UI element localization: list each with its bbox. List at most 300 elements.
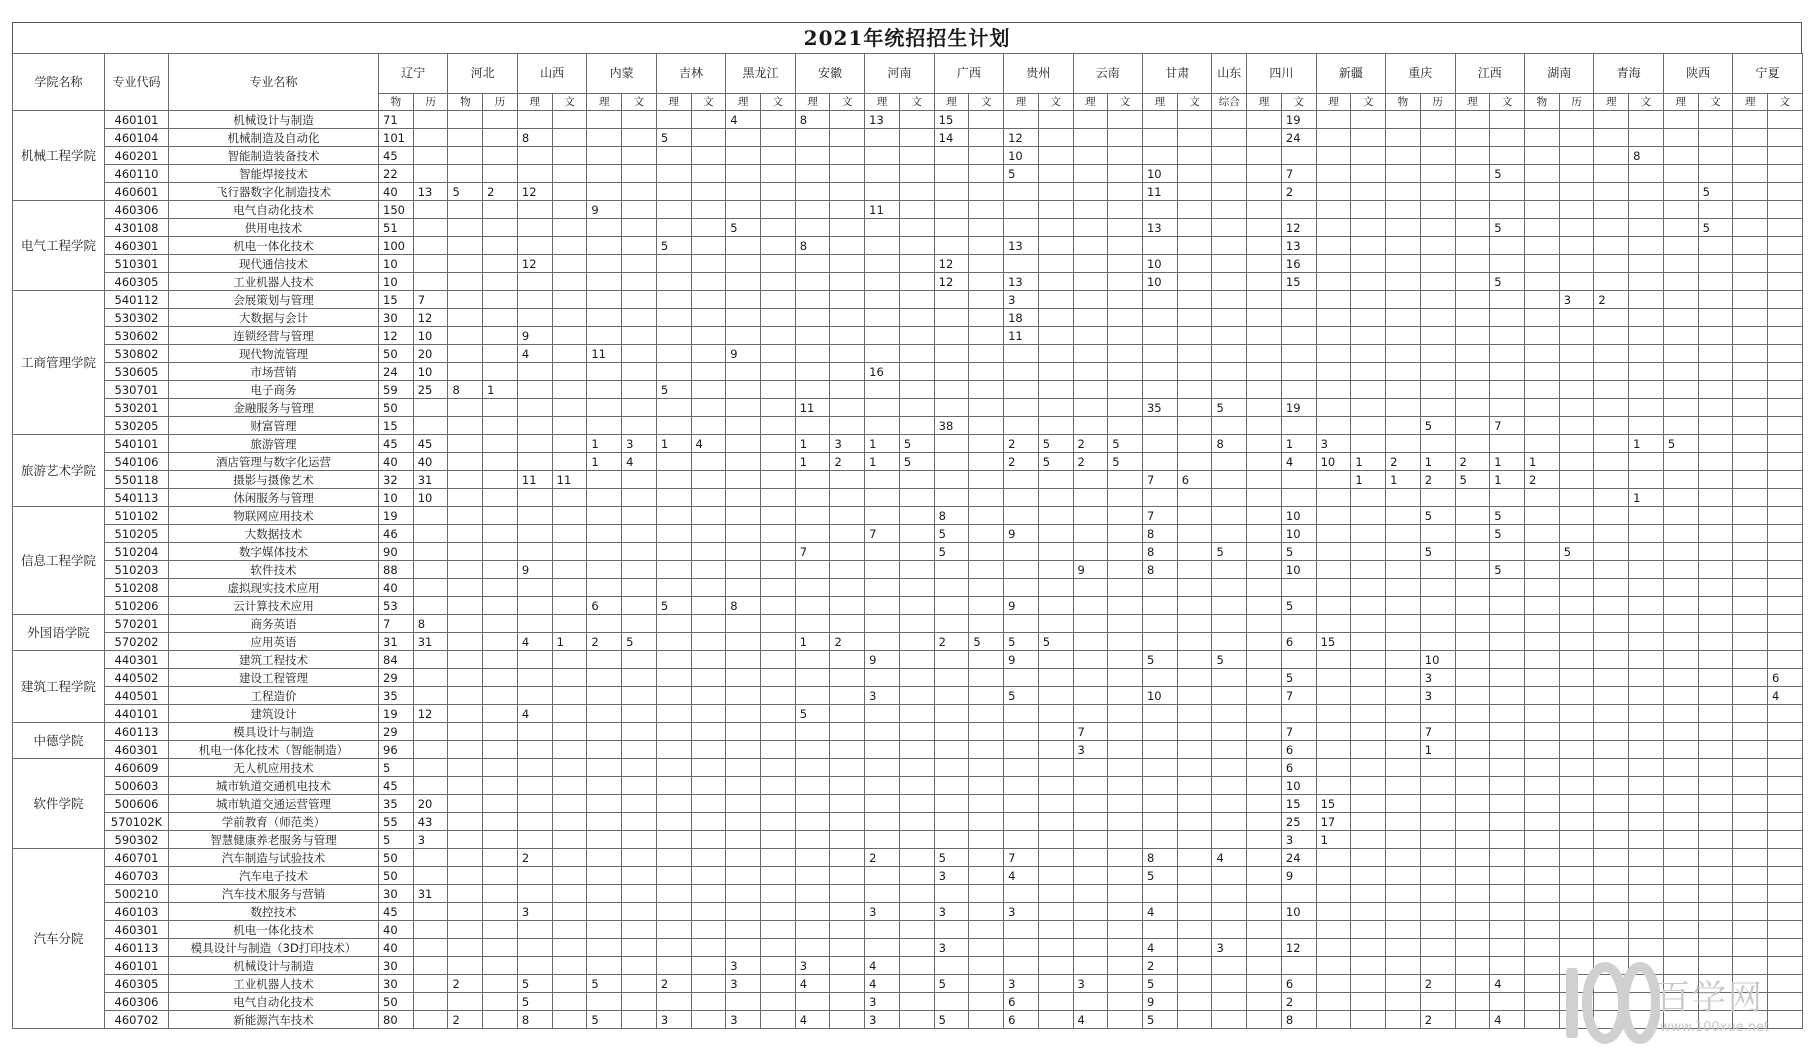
quota-cell [1663, 903, 1698, 921]
quota-cell [1455, 669, 1490, 687]
quota-cell [691, 849, 726, 867]
quota-cell: 9 [1004, 525, 1039, 543]
quota-cell: 1 [1629, 435, 1664, 453]
table-row [13, 993, 1803, 1011]
quota-cell [1698, 471, 1733, 489]
quota-cell [969, 255, 1004, 273]
quota-cell: 11 [517, 471, 552, 489]
quota-cell [1455, 147, 1490, 165]
major-code: 460703 [105, 867, 169, 885]
quota-cell [1281, 957, 1316, 975]
quota-cell: 1 [1351, 471, 1386, 489]
quota-cell [1490, 543, 1525, 561]
quota-cell: 5 [587, 975, 622, 993]
admission-plan-table [12, 53, 1803, 1029]
quota-cell: 2 [830, 453, 865, 471]
quota-cell [517, 363, 552, 381]
quota-cell: 4 [622, 453, 657, 471]
quota-cell [1038, 201, 1073, 219]
quota-cell [795, 345, 830, 363]
quota-cell: 4 [726, 111, 761, 129]
major-name: 机电一体化技术 [169, 237, 379, 255]
quota-cell: 8 [795, 111, 830, 129]
quota-cell [1698, 705, 1733, 723]
quota-cell: 5 [1490, 219, 1525, 237]
quota-cell [552, 921, 587, 939]
quota-cell [865, 561, 900, 579]
quota-cell [1177, 759, 1212, 777]
quota-cell [552, 399, 587, 417]
quota-cell [1698, 201, 1733, 219]
quota-cell: 3 [1073, 975, 1108, 993]
quota-cell [448, 759, 483, 777]
quota-cell: 3 [1420, 669, 1455, 687]
quota-cell [1698, 723, 1733, 741]
quota-cell [1768, 507, 1803, 525]
quota-cell [1768, 939, 1803, 957]
quota-cell [795, 795, 830, 813]
quota-cell [1663, 453, 1698, 471]
quota-cell [969, 687, 1004, 705]
quota-cell [1698, 813, 1733, 831]
quota-cell [830, 111, 865, 129]
quota-cell [1142, 345, 1177, 363]
quota-cell [1455, 345, 1490, 363]
quota-cell [865, 831, 900, 849]
quota-cell [1177, 129, 1212, 147]
quota-cell: 1 [1420, 741, 1455, 759]
quota-cell [1768, 849, 1803, 867]
major-name: 虚拟现实技术应用 [169, 579, 379, 597]
quota-cell [517, 795, 552, 813]
quota-cell [969, 885, 1004, 903]
quota-cell [1733, 543, 1768, 561]
quota-cell [691, 201, 726, 219]
quota-cell [969, 489, 1004, 507]
quota-cell: 25 [1281, 813, 1316, 831]
quota-cell [1768, 525, 1803, 543]
major-code: 460702 [105, 1011, 169, 1029]
quota-cell [1038, 381, 1073, 399]
quota-cell: 2 [865, 849, 900, 867]
quota-cell [865, 759, 900, 777]
quota-cell [413, 849, 448, 867]
quota-cell [1004, 363, 1039, 381]
quota-cell [1490, 867, 1525, 885]
quota-cell [1629, 795, 1664, 813]
quota-cell [1004, 201, 1039, 219]
quota-cell [1524, 903, 1559, 921]
quota-cell [1524, 507, 1559, 525]
quota-cell [795, 219, 830, 237]
quota-cell [899, 1011, 934, 1029]
quota-cell [1177, 381, 1212, 399]
quota-cell: 3 [1212, 939, 1247, 957]
quota-cell [1073, 183, 1108, 201]
quota-cell [448, 813, 483, 831]
quota-cell [969, 417, 1004, 435]
quota-cell [656, 957, 691, 975]
quota-cell [899, 327, 934, 345]
quota-cell [552, 597, 587, 615]
quota-cell [622, 615, 657, 633]
quota-cell [934, 705, 969, 723]
quota-cell [726, 561, 761, 579]
quota-cell: 6 [1768, 669, 1803, 687]
quota-cell [1177, 453, 1212, 471]
quota-cell [795, 291, 830, 309]
quota-cell [1038, 1011, 1073, 1029]
quota-cell: 31 [413, 471, 448, 489]
header-subject: 历 [1559, 94, 1594, 111]
quota-cell [1490, 129, 1525, 147]
quota-cell: 5 [656, 129, 691, 147]
quota-cell: 8 [934, 507, 969, 525]
quota-cell [622, 687, 657, 705]
quota-cell [1316, 723, 1351, 741]
quota-cell [483, 975, 518, 993]
quota-cell [622, 129, 657, 147]
quota-cell [1733, 687, 1768, 705]
quota-cell [1177, 507, 1212, 525]
quota-cell: 8 [726, 597, 761, 615]
quota-cell [691, 219, 726, 237]
quota-cell [1073, 507, 1108, 525]
quota-cell [552, 381, 587, 399]
quota-cell [899, 903, 934, 921]
quota-cell [1004, 777, 1039, 795]
major-name: 金融服务与管理 [169, 399, 379, 417]
quota-cell [517, 885, 552, 903]
header-subject: 文 [1281, 94, 1316, 111]
quota-cell [1559, 741, 1594, 759]
quota-cell [483, 849, 518, 867]
quota-cell [587, 129, 622, 147]
quota-cell: 5 [656, 381, 691, 399]
quota-cell [1559, 669, 1594, 687]
major-code: 510203 [105, 561, 169, 579]
quota-cell [691, 471, 726, 489]
quota-cell [1316, 363, 1351, 381]
table-row [13, 975, 1803, 993]
quota-cell [1420, 291, 1455, 309]
quota-cell [1142, 309, 1177, 327]
quota-cell [1768, 813, 1803, 831]
quota-cell [1386, 381, 1421, 399]
quota-cell [1247, 723, 1282, 741]
quota-cell [552, 867, 587, 885]
major-name: 机械设计与制造 [169, 957, 379, 975]
quota-cell [1108, 633, 1143, 651]
quota-cell [899, 723, 934, 741]
quota-cell: 1 [1524, 453, 1559, 471]
quota-cell [1455, 885, 1490, 903]
quota-cell: 17 [1316, 813, 1351, 831]
quota-cell [899, 885, 934, 903]
quota-cell [691, 669, 726, 687]
table-row [13, 129, 1803, 147]
quota-cell [483, 345, 518, 363]
quota-cell [1177, 363, 1212, 381]
quota-cell [483, 903, 518, 921]
quota-cell [899, 795, 934, 813]
quota-cell [830, 813, 865, 831]
quota-cell [1663, 795, 1698, 813]
quota-cell [1281, 201, 1316, 219]
quota-cell [830, 687, 865, 705]
quota-cell [1212, 597, 1247, 615]
quota-cell [483, 813, 518, 831]
quota-cell [448, 471, 483, 489]
quota-cell [656, 723, 691, 741]
quota-cell [1768, 255, 1803, 273]
quota-cell [795, 417, 830, 435]
quota-cell: 10 [379, 273, 414, 291]
quota-cell [622, 363, 657, 381]
quota-cell [934, 795, 969, 813]
quota-cell [1108, 489, 1143, 507]
quota-cell [1073, 903, 1108, 921]
quota-cell [795, 129, 830, 147]
college-name: 中德学院 [13, 723, 105, 759]
header-subject: 文 [1490, 94, 1525, 111]
quota-cell [1629, 111, 1664, 129]
quota-cell [1386, 273, 1421, 291]
quota-cell [622, 759, 657, 777]
quota-cell [1316, 903, 1351, 921]
quota-cell [1142, 921, 1177, 939]
quota-cell: 12 [1004, 129, 1039, 147]
quota-cell: 50 [379, 867, 414, 885]
quota-cell: 9 [587, 201, 622, 219]
quota-cell [1073, 291, 1108, 309]
quota-cell [1108, 129, 1143, 147]
quota-cell [1733, 813, 1768, 831]
quota-cell [795, 759, 830, 777]
quota-cell [1455, 489, 1490, 507]
quota-cell: 8 [1629, 147, 1664, 165]
major-name: 机械设计与制造 [169, 111, 379, 129]
header-subject: 理 [587, 94, 622, 111]
major-name: 大数据技术 [169, 525, 379, 543]
quota-cell [969, 129, 1004, 147]
quota-cell: 5 [934, 975, 969, 993]
quota-cell: 7 [795, 543, 830, 561]
quota-cell [1663, 543, 1698, 561]
quota-cell: 3 [865, 687, 900, 705]
quota-cell [1559, 399, 1594, 417]
quota-cell [1594, 399, 1629, 417]
quota-cell [691, 615, 726, 633]
header-province: 辽宁 [379, 54, 448, 94]
quota-cell [865, 885, 900, 903]
quota-cell: 3 [622, 435, 657, 453]
major-code: 460113 [105, 939, 169, 957]
quota-cell [1559, 831, 1594, 849]
quota-cell [1524, 705, 1559, 723]
quota-cell [969, 435, 1004, 453]
quota-cell [552, 111, 587, 129]
quota-cell: 43 [413, 813, 448, 831]
quota-cell [1768, 597, 1803, 615]
quota-cell [1247, 363, 1282, 381]
quota-cell [795, 273, 830, 291]
quota-cell [1108, 939, 1143, 957]
quota-cell [1698, 255, 1733, 273]
quota-cell [448, 345, 483, 363]
quota-cell [1004, 813, 1039, 831]
quota-cell [1594, 147, 1629, 165]
quota-cell [1768, 723, 1803, 741]
quota-cell [1768, 147, 1803, 165]
quota-cell [1733, 219, 1768, 237]
quota-cell: 15 [1281, 273, 1316, 291]
quota-cell [622, 831, 657, 849]
quota-cell [1247, 129, 1282, 147]
quota-cell [1768, 381, 1803, 399]
quota-cell [760, 147, 795, 165]
major-name: 电气自动化技术 [169, 201, 379, 219]
major-code: 500606 [105, 795, 169, 813]
quota-cell [1524, 255, 1559, 273]
quota-cell [865, 345, 900, 363]
quota-cell [1351, 615, 1386, 633]
quota-cell [587, 165, 622, 183]
major-code: 460101 [105, 957, 169, 975]
quota-cell [1351, 795, 1386, 813]
quota-cell [1212, 579, 1247, 597]
quota-cell [1073, 147, 1108, 165]
quota-cell [1663, 867, 1698, 885]
quota-cell: 8 [795, 237, 830, 255]
quota-cell: 9 [1004, 651, 1039, 669]
quota-cell [656, 579, 691, 597]
quota-cell [1316, 867, 1351, 885]
quota-cell: 12 [934, 273, 969, 291]
quota-cell [1420, 165, 1455, 183]
quota-cell [517, 957, 552, 975]
quota-cell: 1 [1490, 453, 1525, 471]
quota-cell [1594, 831, 1629, 849]
major-name: 机电一体化技术 [169, 921, 379, 939]
quota-cell [1351, 993, 1386, 1011]
quota-cell [1663, 579, 1698, 597]
quota-cell: 31 [413, 633, 448, 651]
quota-cell [483, 1011, 518, 1029]
quota-cell [899, 579, 934, 597]
quota-cell [552, 687, 587, 705]
quota-cell [795, 201, 830, 219]
table-row [13, 327, 1803, 345]
quota-cell [587, 939, 622, 957]
quota-cell [691, 813, 726, 831]
quota-cell [1490, 615, 1525, 633]
quota-cell [1038, 111, 1073, 129]
quota-cell [1490, 183, 1525, 201]
quota-cell [622, 777, 657, 795]
quota-cell [1316, 165, 1351, 183]
major-name: 智慧健康养老服务与管理 [169, 831, 379, 849]
table-row [13, 885, 1803, 903]
quota-cell [760, 777, 795, 795]
quota-cell [1386, 777, 1421, 795]
quota-cell [1420, 777, 1455, 795]
quota-cell [934, 759, 969, 777]
quota-cell [1386, 867, 1421, 885]
quota-cell [1386, 111, 1421, 129]
quota-cell [1212, 291, 1247, 309]
header-province: 新疆 [1316, 54, 1385, 94]
quota-cell [413, 579, 448, 597]
quota-cell [1594, 687, 1629, 705]
quota-cell [1351, 273, 1386, 291]
quota-cell [1316, 579, 1351, 597]
quota-cell [1420, 237, 1455, 255]
quota-cell [483, 723, 518, 741]
quota-cell [448, 939, 483, 957]
quota-cell [691, 345, 726, 363]
major-name: 软件技术 [169, 561, 379, 579]
header-subject: 文 [1108, 94, 1143, 111]
quota-cell [1386, 507, 1421, 525]
quota-cell [483, 399, 518, 417]
quota-cell [622, 381, 657, 399]
quota-cell [1663, 669, 1698, 687]
quota-cell [969, 777, 1004, 795]
quota-cell [1386, 399, 1421, 417]
table-row [13, 651, 1803, 669]
quota-cell [448, 921, 483, 939]
quota-cell: 51 [379, 219, 414, 237]
header-subject: 文 [1698, 94, 1733, 111]
quota-cell [1768, 453, 1803, 471]
quota-cell [760, 795, 795, 813]
quota-cell: 30 [379, 309, 414, 327]
table-row [13, 723, 1803, 741]
quota-cell [691, 993, 726, 1011]
quota-cell [1351, 417, 1386, 435]
quota-cell [587, 723, 622, 741]
quota-cell [1247, 885, 1282, 903]
quota-cell [1247, 813, 1282, 831]
quota-cell: 1 [1386, 471, 1421, 489]
quota-cell [1316, 147, 1351, 165]
quota-cell [1108, 111, 1143, 129]
quota-cell: 5 [726, 219, 761, 237]
quota-cell [413, 561, 448, 579]
quota-cell [691, 939, 726, 957]
quota-cell [1386, 291, 1421, 309]
quota-cell [1004, 489, 1039, 507]
quota-cell [1455, 795, 1490, 813]
quota-cell [1351, 219, 1386, 237]
quota-cell [1663, 111, 1698, 129]
quota-cell [1559, 921, 1594, 939]
quota-cell: 1 [1281, 435, 1316, 453]
quota-cell: 6 [1004, 1011, 1039, 1029]
quota-cell [1629, 417, 1664, 435]
quota-cell [934, 813, 969, 831]
quota-cell [1004, 543, 1039, 561]
quota-cell: 2 [830, 633, 865, 651]
quota-cell [587, 705, 622, 723]
quota-cell [1073, 597, 1108, 615]
quota-cell [830, 219, 865, 237]
quota-cell [1073, 273, 1108, 291]
header-subject: 理 [726, 94, 761, 111]
major-code: 550118 [105, 471, 169, 489]
quota-cell [622, 399, 657, 417]
